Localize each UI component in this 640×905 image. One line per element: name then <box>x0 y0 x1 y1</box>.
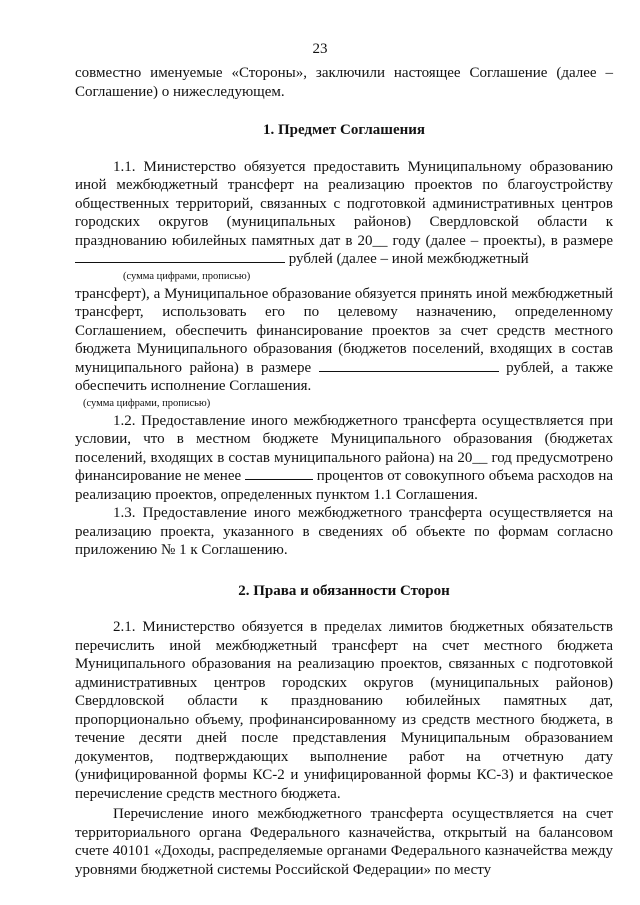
paragraph-1-1-text-a: 1.1. Министерство обязуется предоставить Муниципальному образованию иной межбюджетный трансферт на реализацию проектов по благоустройству общественных территорий, связанных с подготовкой административных центров городских округов (муниципальных районов) Свердловской области к празднованию юбилейных памятных дат в 20__ году (далее – проекты), в размере <box>75 158 613 249</box>
paragraph-1-2-text-b: процентов от совокупного объема расходов на реализацию проектов, определенных пунктом 1.1 Соглашения. <box>75 468 614 503</box>
amount-blank-1 <box>75 250 285 263</box>
section-1-title: 1. Предмет Соглашения <box>262 122 426 138</box>
amount-blank-2 <box>319 359 499 372</box>
paragraph-1-1-text-c: трансферт), а Муниципальное образование обязуется принять иной межбюджетный трансферт, использовать его по целевому назначению, определенному Соглашением, обеспечить финансирование проектов за счет средств местного бюджета Муниципального образования (бюджетов поселений, входящих в состав муниципального района) в размере <box>75 285 613 376</box>
paragraph-2-2: Перечисление иного межбюджетного трансферта осуществляется на счет территориального органа Федерального казначейства, открытый на балансовом счете 40101 «Доходы, распределяемые органами Федерального казначейства между уровнями бюджетной системы Российской Федерации» по месту <box>75 806 613 878</box>
paragraph-1-1-text-b: рублей (далее – иной межбюджетный <box>288 251 529 267</box>
percent-blank <box>245 467 313 480</box>
paragraph-1-1-continued <box>75 285 613 396</box>
page-number: 23 <box>312 41 328 57</box>
intro-paragraph: совместно именуемые «Стороны», заключили настоящее Соглашение (далее – Соглашение) о нижеследующем. <box>75 65 613 100</box>
paragraph-2-1: 2.1. Министерство обязуется в пределах лимитов бюджетных обязательств перечислить иной межбюджетный трансферт на счет местного бюджета Муниципального образования на реализацию проектов, связанных с подготовкой административных центров городских округов (муниципальных районов) Свердловской области к празднованию юбилейных памятных дат, пропорционально объему, профинансированному из средств местного бюджета, в течение десяти дней после представления Муниципальным образованием документов, подтверждающих выполнение работ на отчетную дату (унифицированной формы КС-2 и унифицированной формы КС-3) и фактическое перечисление средств местного бюджета. <box>75 619 613 802</box>
amount-note-2: (сумма цифрами, прописью) <box>83 397 211 409</box>
paragraph-1-3: 1.3. Предоставление иного межбюджетного трансферта осуществляется на реализацию проекта, указанного в сведениях об объекте по формам согласно приложению № 1 к Соглашению. <box>75 505 613 558</box>
paragraph-1-1-text-d: рублей, а также обеспечить исполнение Соглашения. <box>75 359 614 394</box>
document-body <box>75 64 613 879</box>
amount-note-1: (сумма цифрами, прописью) <box>123 270 251 282</box>
paragraph-1-2-text-a: 1.2. Предоставление иного межбюджетного трансферта осуществляется при условии, что в местном бюджете Муниципального образования (бюджетах поселений, входящих в состав муниципального района) на 20__ год предусмотрено финансирование не менее <box>75 412 613 484</box>
paragraph-1-2 <box>75 412 613 505</box>
paragraph-1-1 <box>75 158 613 269</box>
section-2-title: 2. Права и обязанности Сторон <box>238 582 450 599</box>
